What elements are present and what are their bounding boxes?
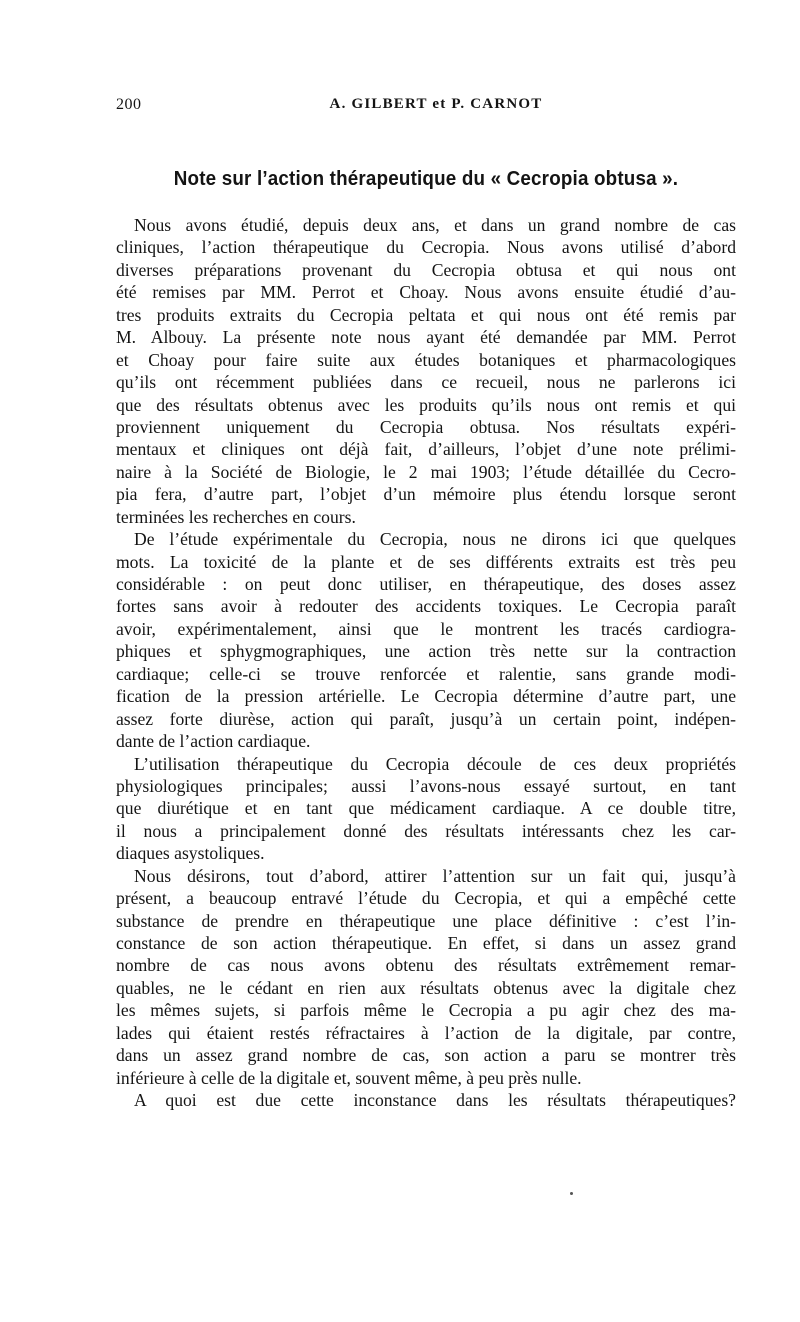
body-line: les mêmes sujets, si parfois même le Cecropia a pu agir chez des ma-	[116, 1000, 736, 1021]
body-line: lades qui étaient restés réfractaires à l’action de la digitale, par contre,	[116, 1022, 736, 1043]
body-line: que diurétique et en tant que médicament cardiaque. A ce double titre,	[116, 798, 736, 819]
body-line: Nous avons étudié, depuis deux ans, et dans un grand nombre de cas	[134, 215, 736, 235]
body-line: De l’étude expérimentale du Cecropia, nous ne dirons ici que quelques	[134, 529, 736, 550]
body-line: proviennent uniquement du Cecropia obtusa. Nos résultats expéri-	[116, 416, 736, 437]
body-line: que des résultats obtenus avec les produits qu’ils nous ont remis et qui	[116, 394, 736, 415]
body-line: diaques asystoliques.	[116, 843, 265, 864]
page-number: 200	[116, 96, 142, 113]
body-line: diverses préparations provenant du Cecropia obtusa et qui nous ont	[116, 259, 736, 280]
body-line: pia fera, d’autre part, l’objet d’un mémoire plus étendu lorsque seront	[116, 484, 736, 505]
body-line: inférieure à celle de la digitale et, souvent même, à peu près nulle.	[116, 1067, 582, 1088]
body-line: Nous désirons, tout d’abord, attirer l’attention sur un fait qui, jusqu’à	[134, 865, 736, 886]
article-title: Note sur l’action thérapeutique du « Cecropia obtusa ».	[173, 168, 679, 190]
body-line: physiologiques principales; aussi l’avons-nous essayé surtout, en tant	[116, 775, 736, 796]
body-line: il nous a principalement donné des résultats intéressants chez les car-	[116, 820, 736, 841]
body-line: fication de la pression artérielle. Le Cecropia détermine d’autre part, une	[116, 686, 736, 707]
body-line: quables, ne le cédant en rien aux résultats obtenus avec la digitale chez	[116, 977, 736, 998]
body-line: nombre de cas nous avons obtenu des résultats extrêmement remar-	[116, 955, 736, 976]
body-line: mots. La toxicité de la plante et de ses différents extraits est très peu	[116, 551, 736, 572]
body-line: présent, a beaucoup entravé l’étude du Cecropia, et qui a empêché cette	[116, 888, 736, 909]
body-line: assez forte diurèse, action qui paraît, jusqu’à un certain point, indépen-	[116, 708, 736, 729]
body-line: substance de prendre en thérapeutique une place définitive : c’est l’in-	[116, 910, 736, 931]
print-speck	[570, 1192, 573, 1195]
running-head-authors: A. GILBERT et P. CARNOT	[329, 96, 543, 112]
body-line: considérable : on peut donc utiliser, en thérapeutique, des doses assez	[116, 574, 736, 594]
body-line: A quoi est due cette inconstance dans les résultats thérapeutiques?	[134, 1090, 736, 1111]
body-line: terminées les recherches en cours.	[116, 506, 356, 527]
body-line: et Choay pour faire suite aux études botaniques et pharmacologiques	[116, 349, 736, 370]
body-line: tres produits extraits du Cecropia peltata et qui nous ont été remis par	[116, 304, 736, 325]
body-line: naire à la Société de Biologie, le 2 mai 1903; l’étude détaillée du Cecro-	[116, 461, 736, 482]
body-line: avoir, expérimentalement, ainsi que le montrent les tracés cardiogra-	[116, 618, 736, 639]
running-head	[116, 96, 736, 120]
body-line: cardiaque; celle-ci se trouve renforcée et ralentie, sans grande modi-	[116, 663, 736, 684]
body-line: dans un assez grand nombre de cas, son action a paru se montrer très	[116, 1045, 736, 1066]
body-line: constance de son action thérapeutique. En effet, si dans un assez grand	[116, 933, 736, 953]
body-line: M. Albouy. La présente note nous ayant été demandée par MM. Perrot	[116, 327, 736, 348]
body-line: mentaux et cliniques ont déjà fait, d’ailleurs, l’objet d’une note prélimi-	[116, 439, 736, 460]
body-line: L’utilisation thérapeutique du Cecropia découle de ces deux propriétés	[134, 753, 736, 774]
body-line: fortes sans avoir à redouter des accidents toxiques. Le Cecropia paraît	[116, 596, 736, 617]
body-line: dante de l’action cardiaque.	[116, 731, 311, 752]
article-body	[116, 214, 736, 1112]
body-line: été remises par MM. Perrot et Choay. Nous avons ensuite étudié d’au-	[116, 282, 736, 303]
body-line: qu’ils ont récemment publiées dans ce recueil, nous ne parlerons ici	[116, 372, 736, 393]
body-line: cliniques, l’action thérapeutique du Cecropia. Nous avons utilisé d’abord	[116, 237, 736, 258]
body-line: phiques et sphygmographiques, une action très nette sur la contraction	[116, 641, 736, 662]
